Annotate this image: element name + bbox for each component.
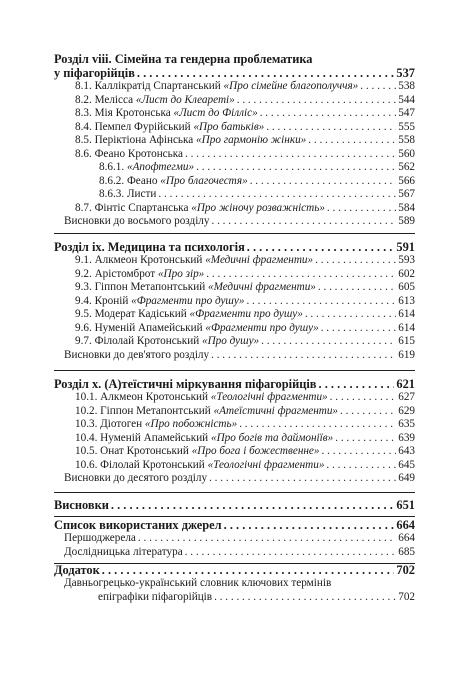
page-number: 566 (398, 174, 415, 187)
entry-work-title: «Про благочестя» (160, 174, 248, 187)
page-number: 614 (398, 308, 415, 320)
page-number: 537 (396, 66, 415, 80)
dot-leader (260, 107, 397, 121)
entry-title (75, 107, 258, 121)
dot-leader (196, 161, 396, 175)
dot-leader (185, 148, 396, 162)
entry-author: 9.2. Арістомброт (75, 267, 158, 280)
page-number: 558 (398, 134, 415, 146)
dot-leader (239, 418, 396, 432)
toc-entry[interactable] (54, 335, 415, 349)
entry-work-title: «Медичні фрагменти» (207, 281, 316, 293)
toc-subentry[interactable] (54, 175, 415, 189)
dot-leader (330, 391, 397, 405)
dot-leader (185, 546, 397, 560)
entry-work-title: «Фрагменти про душу» (131, 294, 245, 307)
entry-work-title: «Про зір» (157, 267, 205, 280)
page-number: 605 (398, 281, 415, 293)
entry-work-title: «Про душу» (201, 335, 260, 347)
entry-title (75, 308, 303, 322)
toc-entry[interactable] (54, 268, 415, 282)
entry-title (75, 148, 183, 162)
entry-work-title: «Про сімейне благополуччя» (223, 80, 359, 92)
entry-title (75, 418, 237, 432)
entry-title (75, 121, 264, 135)
page-number: 555 (398, 120, 415, 133)
page-number: 645 (398, 458, 415, 471)
entry-author: 8.6. Феано Кротонська (75, 147, 183, 160)
entry-work-title: «Фрагменти про душу» (189, 308, 303, 320)
section-heading[interactable] (54, 240, 415, 254)
dot-leader (111, 498, 395, 512)
toc-entry[interactable] (54, 202, 415, 216)
entry-author: 8.4. Пемпел Фурійський (75, 120, 194, 133)
entry-author: 8.1. Каллікратід Спартанський (75, 80, 224, 92)
page-number: 584 (398, 201, 415, 214)
entry-work-title: «Лист до Філліс» (173, 107, 258, 119)
dot-leader (102, 563, 395, 577)
dot-leader (335, 432, 396, 446)
dot-leader (319, 377, 395, 391)
entry-title (75, 405, 338, 419)
toc-entry[interactable] (54, 405, 415, 419)
entry-title (75, 459, 324, 473)
entry-title (99, 161, 194, 175)
entry-title (75, 254, 313, 268)
entry-list (54, 254, 415, 362)
toc-conclusions (54, 498, 415, 512)
toc-entry[interactable] (54, 215, 415, 229)
page-number: 702 (398, 590, 415, 603)
entry-work-title: «Про батьків» (193, 120, 265, 133)
toc-entry[interactable] (54, 418, 415, 432)
sources-title: Список використаних джерел (54, 518, 222, 532)
page-number: 621 (396, 377, 415, 391)
page-number: 547 (398, 107, 415, 119)
entry-author: Висновки до восьмого розділу (64, 215, 210, 227)
toc-entry[interactable] (54, 577, 415, 591)
toc-entry[interactable] (54, 94, 415, 108)
dot-leader (305, 308, 396, 322)
appendix-heading[interactable] (54, 563, 415, 577)
entry-title (75, 445, 320, 459)
page-number: 538 (398, 80, 415, 92)
page-number: 664 (396, 518, 415, 532)
entry-author: 8.2. Мелісса (75, 93, 136, 106)
dot-leader (261, 335, 396, 349)
entry-work-title: «Лист до Клеареті» (135, 93, 235, 106)
dot-leader (237, 94, 396, 108)
toc-entry[interactable] (54, 349, 415, 363)
entry-author: 9.1. Алкмеон Кротонський (75, 254, 206, 266)
toc-entry[interactable] (54, 445, 415, 459)
entry-title (75, 295, 244, 309)
entry-title: епіграфіки піфагорійців (98, 590, 213, 603)
dot-leader (158, 188, 396, 202)
toc-entry[interactable] (54, 80, 415, 94)
page-number: 627 (398, 391, 415, 403)
conclusions-heading[interactable] (54, 498, 415, 512)
page-number: 649 (398, 472, 415, 484)
page-number: 589 (398, 215, 415, 227)
entry-author: 8.3. Мія Кротонська (75, 107, 174, 119)
section-divider (54, 233, 415, 234)
toc-entry-continued[interactable] (54, 591, 415, 605)
entry-author: 9.5. Модерат Кадіський (75, 308, 190, 320)
toc-section-8 (54, 52, 415, 229)
entry-author: 9.4. Кроній (75, 294, 132, 307)
toc-entry[interactable] (54, 546, 415, 560)
page-number: 544 (398, 93, 415, 106)
entry-work-title: «Апофтегми» (126, 161, 195, 173)
appendix-title: Додаток (54, 563, 100, 577)
page-number: 613 (398, 294, 415, 307)
dot-leader (326, 459, 396, 473)
entry-author: 9.7. Філолай Кротонський (75, 335, 202, 347)
entry-work-title: «Про побожність» (144, 418, 238, 430)
toc-entry[interactable] (54, 148, 415, 162)
entry-work-title: «Теологічні фрагменти» (210, 391, 328, 403)
section-heading-title: Розділ ix. Медицина та психологія (54, 240, 245, 254)
toc-section-9 (54, 240, 415, 362)
dot-leader (247, 240, 395, 254)
page-number: 562 (398, 161, 415, 173)
toc-subentry[interactable] (54, 188, 415, 202)
entry-title (75, 94, 235, 108)
entry-title (75, 268, 204, 282)
entry-title: Дослідницька література (64, 545, 183, 558)
dot-leader (206, 268, 396, 282)
toc-entry[interactable] (54, 254, 415, 268)
page-number: 593 (398, 254, 415, 266)
entry-author: 9.6. Нуменій Апамейський (75, 321, 206, 334)
toc-entry[interactable] (54, 459, 415, 473)
entry-work-title: «Про бога і божественне» (191, 445, 320, 457)
toc-entry[interactable] (54, 295, 415, 309)
entry-author: Висновки до десятого розділу (64, 472, 208, 484)
entry-author: 10.5. Онат Кротонський (75, 445, 192, 457)
dot-leader (209, 472, 396, 486)
toc-entry[interactable] (54, 322, 415, 336)
sources-heading[interactable] (54, 518, 415, 532)
section-heading[interactable] (54, 52, 415, 66)
toc-entry[interactable] (54, 472, 415, 486)
page-number: 591 (396, 240, 415, 254)
toc-entry[interactable] (54, 532, 415, 546)
dot-leader (138, 532, 396, 546)
dot-leader (250, 175, 397, 189)
toc-entry[interactable] (54, 107, 415, 121)
page-number: 635 (398, 418, 415, 430)
entry-title (75, 335, 259, 349)
page-number: 560 (398, 147, 415, 160)
entry-list (54, 391, 415, 486)
entry-work-title: «Про гармонію жінки» (196, 134, 307, 146)
entry-work-title: «Атеїстичні фрагменти» (213, 404, 339, 417)
section-heading[interactable] (54, 377, 415, 391)
entry-author: 10.4. Нуменій Апамейський (75, 431, 211, 444)
entry-author: 9.3. Гіппон Метапонтський (75, 281, 208, 293)
page-number: 567 (398, 188, 415, 200)
entry-title (75, 80, 358, 94)
entry-title (64, 472, 207, 486)
entry-work-title: «Фрагменти про душу» (205, 321, 319, 334)
entry-work-title: «Про богів та даймоніїв» (210, 431, 334, 444)
section-heading-title: Розділ viii. Сімейна та гендерна проблематика (54, 52, 313, 66)
toc-entry[interactable] (54, 308, 415, 322)
dot-leader (211, 349, 396, 363)
toc-appendix (54, 563, 415, 604)
dot-leader (315, 254, 396, 268)
entry-title (64, 215, 209, 229)
page-number: 614 (398, 321, 415, 334)
entry-title (75, 391, 328, 405)
entry-title: Першоджерела (64, 532, 136, 544)
entry-title (75, 322, 319, 336)
entry-title (99, 175, 248, 189)
page-number: 685 (398, 545, 415, 558)
page-number: 651 (396, 498, 415, 512)
section-divider (54, 370, 415, 371)
page-number: 629 (398, 404, 415, 417)
entry-author: 10.6. Філолай Кротонський (75, 458, 208, 471)
toc-entry[interactable] (54, 281, 415, 295)
toc-section-10 (54, 377, 415, 486)
dot-leader (327, 202, 396, 216)
entry-author: 10.2. Гіппон Метапонтський (75, 404, 214, 417)
toc-entry[interactable] (54, 391, 415, 405)
entry-author: Висновки до дев'ятого розділу (64, 348, 210, 361)
dot-leader (211, 215, 396, 229)
section-heading-title: у піфагорійців (54, 66, 135, 80)
dot-leader (246, 295, 396, 309)
toc-subentry[interactable] (54, 161, 415, 175)
page-number: 602 (398, 267, 415, 280)
entry-title (75, 281, 316, 295)
page-number: 702 (396, 563, 415, 577)
page-number: 619 (398, 348, 415, 361)
section-heading-continued[interactable] (54, 66, 415, 80)
dot-leader (322, 445, 397, 459)
page-number: 615 (398, 335, 415, 347)
entry-work-title: «Медичні фрагменти» (205, 254, 314, 266)
page-number: 664 (398, 532, 415, 544)
entry-author: 8.7. Фінтіс Спартанська (75, 201, 192, 214)
toc-sources (54, 518, 415, 559)
entry-author: 8.5. Періктіона Афінська (75, 134, 197, 146)
page-number: 639 (398, 431, 415, 444)
entry-work-title: «Теологічні фрагменти» (207, 458, 325, 471)
section-heading-title: Розділ x. (А)теїстичні міркування піфагорійців (54, 377, 317, 391)
entry-title: Давньогрецько-український словник ключових термінів (64, 577, 332, 589)
toc-entry[interactable] (54, 432, 415, 446)
dot-leader (224, 518, 395, 532)
page-number: 643 (398, 445, 415, 457)
entry-title (99, 188, 156, 202)
entry-title (75, 432, 333, 446)
entry-author: 8.6.3. Листи (99, 188, 157, 200)
conclusions-title: Висновки (54, 498, 109, 512)
dot-leader (318, 281, 396, 295)
dot-leader (137, 66, 395, 80)
dot-leader (308, 134, 396, 148)
entry-title (64, 349, 209, 363)
entry-author: 10.3. Діотоген (75, 418, 145, 430)
entry-author: 8.6.2. Феано (99, 174, 161, 187)
toc-entry[interactable] (54, 134, 415, 148)
entry-author: 10.1. Алкмеон Кротонський (75, 391, 211, 403)
entry-list (54, 80, 415, 229)
toc-entry[interactable] (54, 121, 415, 135)
dot-leader (214, 591, 396, 605)
dot-leader (266, 121, 396, 135)
dot-leader (360, 80, 396, 94)
entry-title (75, 134, 306, 148)
dot-leader (321, 322, 397, 336)
entry-title (75, 202, 325, 216)
section-divider (54, 492, 415, 493)
dot-leader (340, 405, 396, 419)
section-divider (54, 516, 415, 517)
entry-work-title: «Про жіночу розважність» (191, 201, 325, 214)
entry-author: 8.6.1. (99, 161, 127, 173)
